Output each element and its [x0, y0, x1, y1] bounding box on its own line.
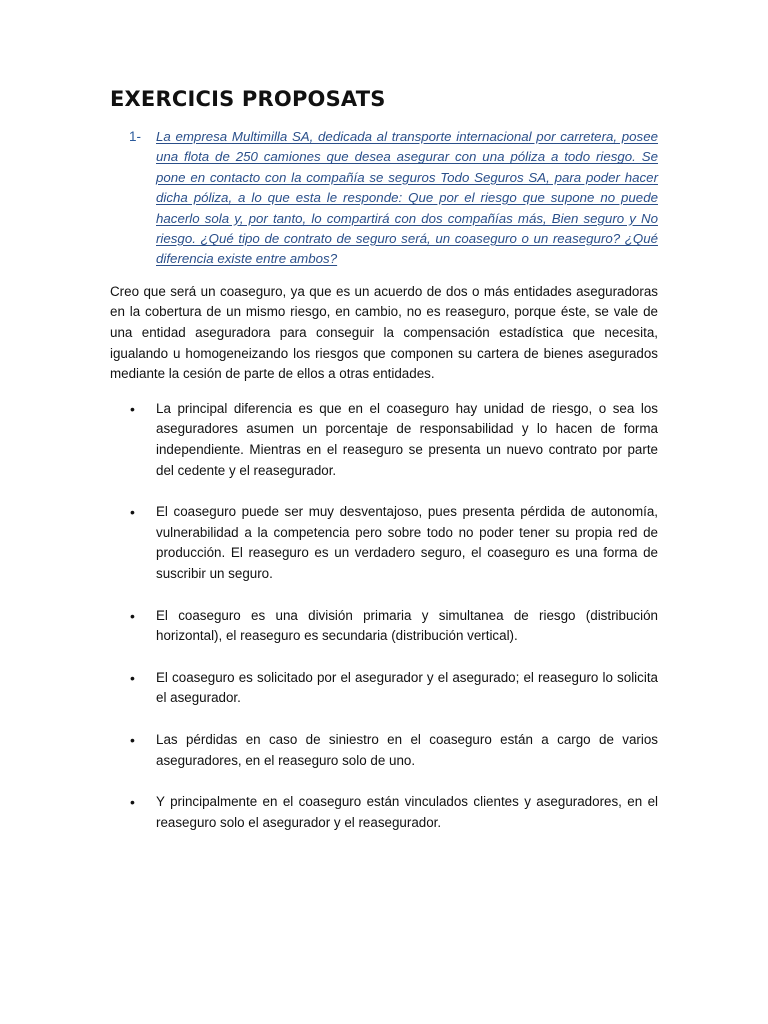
- list-item: [110, 730, 658, 771]
- list-item-text: Y principalmente en el coaseguro están vinculados clientes y aseguradores, en el reaseguro solo el asegurador y el reasegurador.: [156, 794, 658, 830]
- bullet-icon: •: [130, 731, 135, 748]
- question-number: 1-: [129, 129, 142, 144]
- list-item: [110, 606, 658, 647]
- list-item-text: La principal diferencia es que en el coaseguro hay unidad de riesgo, o sea los aseguradores asumen un porcentaje de responsabilidad y lo hacen de forma independiente. Mientras en el reaseguro se presenta un nuevo contrato por parte del cedente y el reasegurador.: [156, 400, 658, 478]
- list-item: [110, 399, 658, 481]
- document-title: EXERCICIS PROPOSATS: [110, 87, 386, 111]
- list-item-text: Las pérdidas en caso de siniestro en el coaseguro están a cargo de varios aseguradores, en el reaseguro solo de uno.: [156, 731, 658, 768]
- question-text: La empresa Multimilla SA, dedicada al transporte internacional por carretera, posee una flota de 250 camiones que desea asegurar con una póliza a todo riesgo. Se pone en contacto con la compañía se seguros Todo Seguros SA, para poder hacer dicha póliza, a lo que esta le responde: Que por el riesgo que supone no puede hacerlo sola y, por tanto, lo compartirá con dos compañías más, Bien seguro y No riesgo. ¿Qué tipo de contrato de seguro será, un coaseguro o un reaseguro? ¿Qué diferencia existe entre ambos?: [156, 129, 658, 267]
- list-item-text: El coaseguro es solicitado por el asegurador y el asegurado; el reaseguro lo solicita el asegurador.: [156, 669, 658, 706]
- list-item-text: El coaseguro puede ser muy desventajoso, pues presenta pérdida de autonomía, vulnerabilidad a la competencia pero sobre todo no poder tener su propia red de producción. El reaseguro es un verdadero seguro, el coaseguro es una forma de suscribir un seguro.: [156, 504, 658, 581]
- bullet-icon: •: [130, 669, 135, 686]
- bullet-icon: •: [130, 400, 135, 417]
- bullet-icon: •: [130, 504, 135, 521]
- list-item: [110, 792, 658, 833]
- exercise-question: [110, 127, 658, 270]
- bullet-list: [110, 399, 658, 834]
- list-item-text: El coaseguro es una división primaria y simultanea de riesgo (distribución horizontal), el reaseguro es secundaria (distribución vertical).: [156, 607, 658, 644]
- list-item: [110, 668, 658, 709]
- bullet-icon: •: [130, 794, 135, 811]
- list-item: [110, 502, 658, 584]
- document-page: [110, 84, 658, 854]
- bullet-icon: •: [130, 607, 135, 624]
- answer-paragraph: Creo que será un coaseguro, ya que es un acuerdo de dos o más entidades aseguradoras en la cobertura de un mismo riesgo, en cambio, no es reaseguro, porque éste, se vale de una entidad aseguradora para conseguir la compensación estadística que necesita, igualando u homogeneizando los riesgos que componen su cartera de bienes asegurados mediante la cesión de parte de ellos a otras entidades.: [110, 283, 658, 382]
